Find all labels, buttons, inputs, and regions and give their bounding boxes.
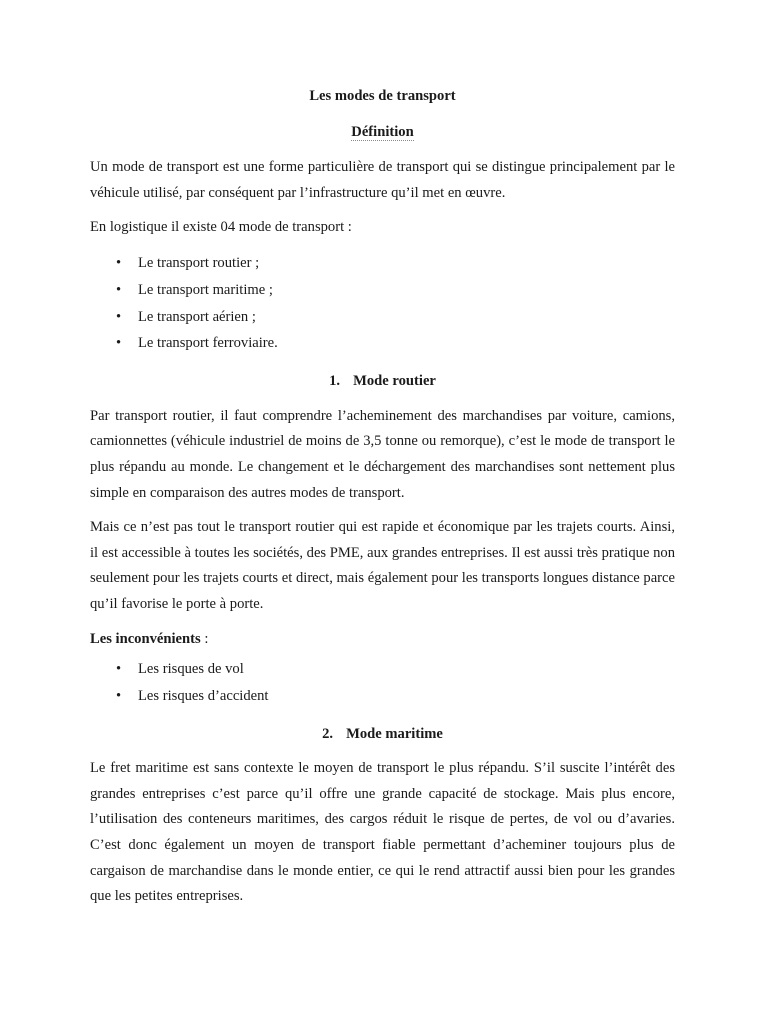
definition-paragraph: Un mode de transport est une forme particulière de transport qui se distingue principalement par le véhicule utilisé, par conséquent par l’infrastructure qu’il met en œuvre. — [90, 159, 675, 201]
section-heading-routier — [90, 369, 675, 395]
document-title: Les modes de transport — [309, 88, 456, 104]
list-item: • Les risques de vol — [138, 656, 675, 683]
inconvenients-list — [90, 656, 675, 710]
section-title: Mode maritime — [346, 725, 443, 742]
list-item: • Le transport ferroviaire. — [138, 330, 675, 357]
list-item: • Le transport routier ; — [138, 250, 675, 277]
list-item: • Le transport maritime ; — [138, 277, 675, 304]
routier-paragraph-1: Par transport routier, il faut comprendre l’acheminement des marchandises par voiture, camions, camionnettes (véhicule industriel de moins de 3,5 tonne ou remorque), c’est le mode de transport le plus répandu au monde. Le changement et le déchargement des marchandises sont nettement plus simple en comparaison des autres modes de transport. — [90, 407, 675, 501]
list-item: • Le transport aérien ; — [138, 304, 675, 331]
modes-list — [90, 250, 675, 357]
section-number: 2. — [322, 725, 334, 742]
maritime-paragraph-1: Le fret maritime est sans contexte le moyen de transport le plus répandu. S’il suscite l’intérêt des grandes entreprises c’est parce qu’il offre une grande capacité de stockage. Mais plus encore, l’utilisation des conteneurs maritimes, des cargos réduit le risque de pertes, de vol ou d’avaries. C’est donc également un moyen de transport fiable permettant d’acheminer toujours plus de cargaison de marchandise dans le monde entier, ce qui le rend attractif aussi bien pour les grandes que les petites entreprises. — [90, 760, 675, 905]
definition-heading — [90, 120, 675, 146]
list-item: • Les risques d’accident — [138, 683, 675, 710]
inconvenients-label-text: Les inconvénients — [90, 630, 201, 647]
document-page — [90, 84, 675, 919]
inconvenients-label-suffix: : — [200, 630, 209, 647]
inconvenients-label — [90, 627, 675, 653]
modes-intro: En logistique il existe 04 mode de transport : — [90, 219, 352, 236]
definition-heading-text: Définition — [351, 123, 414, 140]
section-heading-maritime — [90, 722, 675, 748]
section-title: Mode routier — [353, 373, 436, 390]
routier-paragraph-2: Mais ce n’est pas tout le transport routier qui est rapide et économique par les trajets courts. Ainsi, il est accessible à toutes les sociétés, des PME, aux grandes entreprises. Il est aussi très pratique non seulement pour les trajets courts et direct, mais également pour les transports longues distance parce qu’il favorise le porte à porte. — [90, 519, 675, 612]
section-number: 1. — [329, 373, 341, 390]
